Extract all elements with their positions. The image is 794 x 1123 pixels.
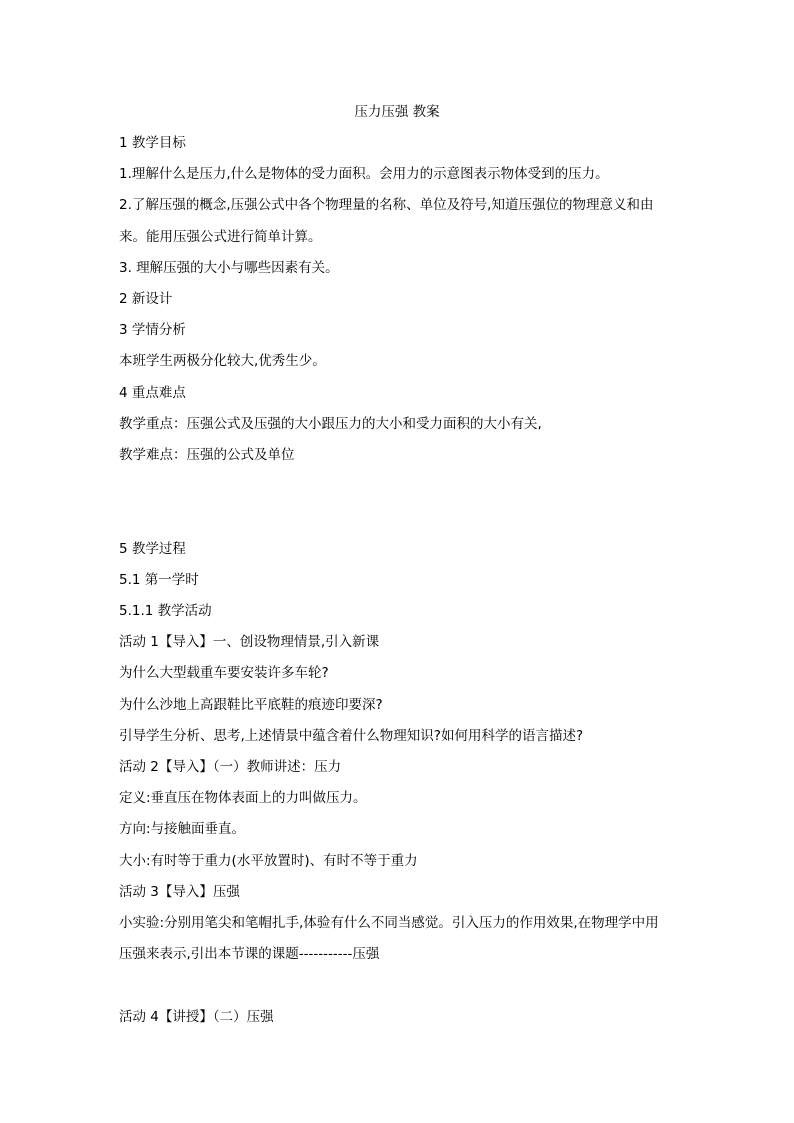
activity-1-guidance: 引导学生分析、思考,上述情景中蕴含着什么物理知识?如何用科学的语言描述? xyxy=(119,728,584,744)
activity-4-heading: 活动 4【讲授】（二）压强 xyxy=(119,1009,274,1025)
heading-key-points: 4 重点难点 xyxy=(119,385,186,401)
heading-student-analysis: 3 学情分析 xyxy=(119,322,186,338)
activity-3-experiment-continued: 压强来表示,引出本节课的课题-----------压强 xyxy=(119,946,380,962)
student-analysis-text: 本班学生两极分化较大,优秀生少。 xyxy=(119,353,326,369)
goal-item-1: 1.理解什么是压力,什么是物体的受力面积。会用力的示意图表示物体受到的压力。 xyxy=(119,166,609,182)
pressure-magnitude: 大小:有时等于重力(水平放置时)、有时不等于重力 xyxy=(119,853,418,869)
goal-item-3: 3. 理解压强的大小与哪些因素有关。 xyxy=(119,260,339,276)
key-point-text: 教学重点：压强公式及压强的大小跟压力的大小和受力面积的大小有关, xyxy=(119,416,542,432)
document-title: 压力压强 教案 xyxy=(354,104,440,120)
activity-2-heading: 活动 2【导入】（一）教师讲述：压力 xyxy=(119,759,342,775)
goal-item-2: 2.了解压强的概念,压强公式中各个物理量的名称、单位及符号,知道压强位的物理意义和由 xyxy=(119,197,654,213)
activity-3-experiment: 小实验:分别用笔尖和笔帽扎手,体验有什么不同当感觉。引入压力的作用效果,在物理学中用 xyxy=(119,915,659,931)
activity-1-question-2: 为什么沙地上高跟鞋比平底鞋的痕迹印要深? xyxy=(119,697,383,713)
heading-teaching-process: 5 教学过程 xyxy=(119,541,186,557)
heading-teaching-activities: 5.1.1 教学活动 xyxy=(119,603,212,619)
activity-1-question-1: 为什么大型载重车要安装许多车轮? xyxy=(119,665,329,681)
goal-item-2-continued: 来。能用压强公式进行简单计算。 xyxy=(119,229,322,245)
activity-3-heading: 活动 3【导入】压强 xyxy=(119,884,240,900)
pressure-definition: 定义:垂直压在物体表面上的力叫做压力。 xyxy=(119,790,367,806)
difficult-point-text: 教学难点：压强的公式及单位 xyxy=(119,447,295,463)
heading-first-lesson: 5.1 第一学时 xyxy=(119,572,199,588)
heading-new-design: 2 新设计 xyxy=(119,291,173,307)
heading-teaching-goals: 1 教学目标 xyxy=(119,135,186,151)
activity-1-heading: 活动 1【导入】一、创设物理情景,引入新课 xyxy=(119,634,380,650)
pressure-direction: 方向:与接触面垂直。 xyxy=(119,821,246,837)
